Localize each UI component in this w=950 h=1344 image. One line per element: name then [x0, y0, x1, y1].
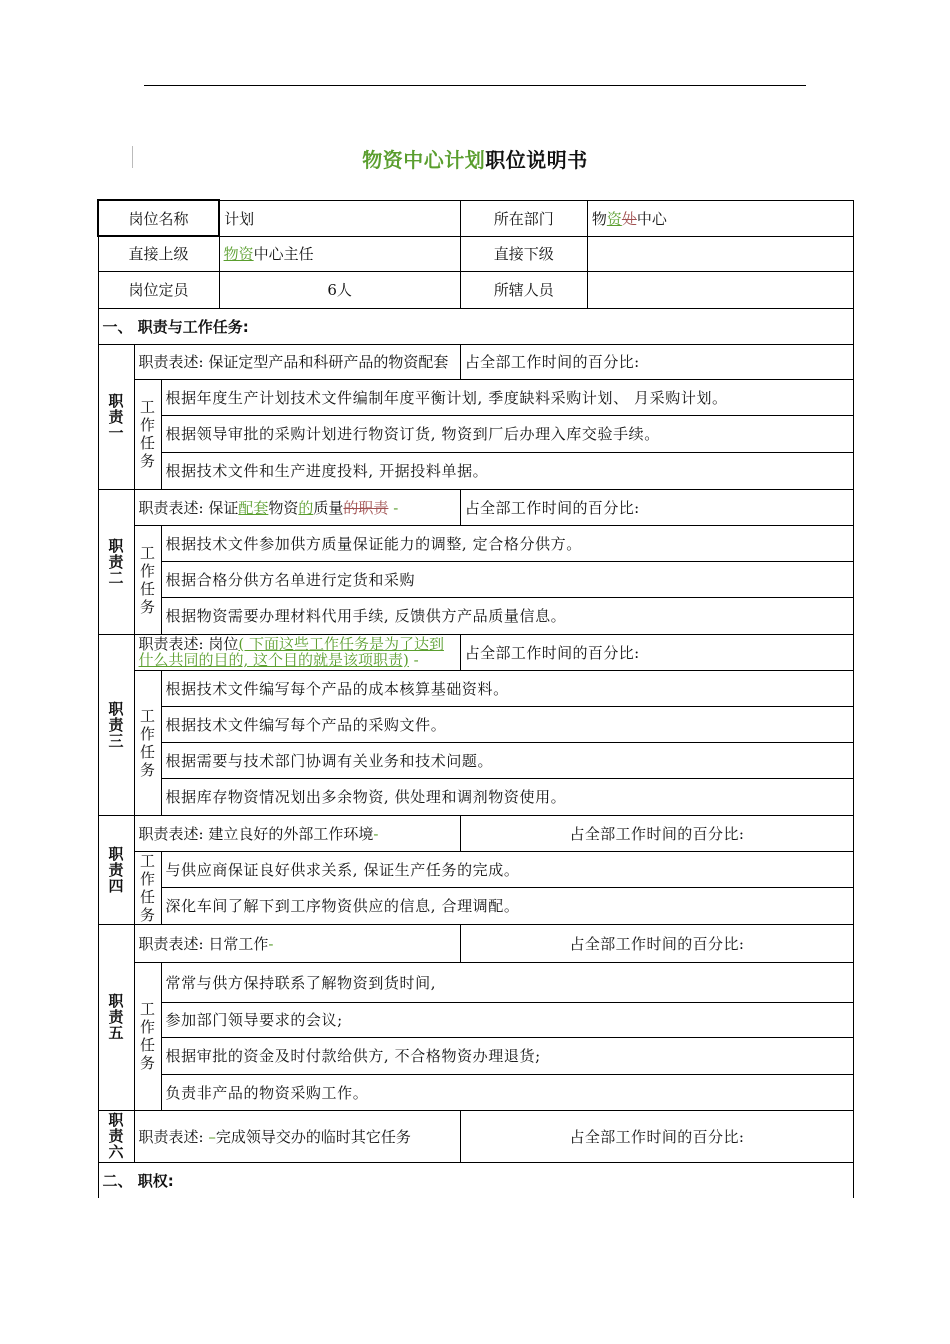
duty-3-percent-label: 占全部工作时间的百分比:: [460, 634, 853, 670]
duty-5-task-label: 工 作 任 务: [134, 962, 161, 1110]
dept-value: 物资处中心: [587, 200, 853, 236]
header-rule: [144, 85, 806, 86]
duty-1-task-row: [98, 415, 854, 452]
duty-5-task-4: 负责非产品的物资采购工作。: [161, 1074, 853, 1110]
duty-4-task-label: 工 作 任 务: [134, 851, 161, 924]
subordinate-value: [587, 236, 853, 271]
duty-1-task-2: 根据领导审批的采购计划进行物资订货, 物资到厂后办理入库交验手续。: [161, 415, 853, 452]
duty-3-task-4: 根据库存物资情况划出多余物资, 供处理和调剂物资使用。: [161, 778, 853, 815]
duty-3-task-row: [98, 778, 854, 815]
section-2-heading: 二、 职权:: [98, 1162, 854, 1198]
duty-5-task-row: [98, 1002, 854, 1037]
title-main-part: 职位说明书: [485, 148, 588, 172]
section-1-row: [98, 308, 854, 344]
duty-4-task-row: [98, 851, 854, 887]
managed-value: [587, 271, 853, 308]
duty-1-statement: 职责表述: 保证定型产品和科研产品的物资配套: [134, 344, 460, 379]
section-2-row: [98, 1162, 854, 1198]
job-description-table: [97, 199, 854, 1198]
duty-1-percent-label: 占全部工作时间的百分比:: [460, 344, 853, 379]
duty-5-statement-row: [98, 924, 854, 962]
duty-1-statement-row: [98, 344, 854, 379]
duty-6-percent-label: 占全部工作时间的百分比:: [460, 1110, 853, 1162]
title-revised-part: 物资中心计划: [362, 148, 486, 172]
duty-3-label: 职 责 三: [98, 634, 134, 815]
post-name-label: 岗位名称: [98, 200, 219, 236]
basic-row-2: [98, 236, 854, 271]
post-name-value: 计划: [219, 200, 460, 236]
dept-label: 所在部门: [460, 200, 587, 236]
duty-2-statement-row: [98, 489, 854, 525]
duty-2-task-3: 根据物资需要办理材料代用手续, 反馈供方产品质量信息。: [161, 597, 853, 634]
subordinate-label: 直接下级: [460, 236, 587, 271]
managed-label: 所辖人员: [460, 271, 587, 308]
duty-5-task-3: 根据审批的资金及时付款给供方, 不合格物资办理退货;: [161, 1037, 853, 1074]
duty-2-statement: 职责表述: 保证配套物资的质量的职责 -: [134, 489, 460, 525]
duty-1-task-row: [98, 379, 854, 415]
duty-4-label: 职 责 四: [98, 815, 134, 924]
duty-3-task-row: [98, 706, 854, 742]
duty-4-task-row: [98, 887, 854, 924]
duty-3-statement-row: [98, 634, 854, 670]
duty-2-task-label: 工 作 任 务: [134, 525, 161, 634]
duty-1-task-label: 工 作 任 务: [134, 379, 161, 489]
duty-1-task-row: [98, 452, 854, 489]
duty-2-task-row: [98, 525, 854, 561]
duty-2-task-row: [98, 561, 854, 597]
duty-5-task-row: [98, 1037, 854, 1074]
duty-2-task-2: 根据合格分供方名单进行定货和采购: [161, 561, 853, 597]
duty-3-task-1: 根据技术文件编写每个产品的成本核算基础资料。: [161, 670, 853, 706]
duty-3-task-3: 根据需要与技术部门协调有关业务和技术问题。: [161, 742, 853, 778]
duty-5-task-row: [98, 1074, 854, 1110]
duty-2-task-row: [98, 597, 854, 634]
duty-4-task-1: 与供应商保证良好供求关系, 保证生产任务的完成。: [161, 851, 853, 887]
duty-5-task-1: 常常与供方保持联系了解物资到货时间,: [161, 962, 853, 1002]
duty-6-statement-row: [98, 1110, 854, 1162]
duty-1-task-3: 根据技术文件和生产进度投料, 开据投料单据。: [161, 452, 853, 489]
duty-3-statement: 职责表述: 岗位( 下面这些工作任务是为了达到什么共同的目的, 这个目的就是该项职责) -: [134, 634, 460, 670]
duty-5-percent-label: 占全部工作时间的百分比:: [460, 924, 853, 962]
duty-3-task-row: [98, 670, 854, 706]
duty-5-statement: 职责表述: 日常工作-: [134, 924, 460, 962]
duty-4-statement-row: [98, 815, 854, 851]
duty-2-percent-label: 占全部工作时间的百分比:: [460, 489, 853, 525]
duty-2-label: 职 责 二: [98, 489, 134, 634]
headcount-label: 岗位定员: [98, 271, 219, 308]
duty-1-label: 职 责 一: [98, 344, 134, 489]
duty-3-task-row: [98, 742, 854, 778]
section-1-heading: 一、 职责与工作任务:: [98, 308, 854, 344]
duty-3-task-label: 工 作 任 务: [134, 670, 161, 815]
duty-5-label: 职 责 五: [98, 924, 134, 1110]
duty-6-statement: 职责表述: –完成领导交办的临时其它任务: [134, 1110, 460, 1162]
basic-row-3: [98, 271, 854, 308]
superior-value: 物资中心主任: [219, 236, 460, 271]
duty-2-task-1: 根据技术文件参加供方质量保证能力的调整, 定合格分供方。: [161, 525, 853, 561]
duty-5-task-2: 参加部门领导要求的会议;: [161, 1002, 853, 1037]
duty-4-statement: 职责表述: 建立良好的外部工作环境-: [134, 815, 460, 851]
duty-4-percent-label: 占全部工作时间的百分比:: [460, 815, 853, 851]
duty-4-task-2: 深化车间了解下到工序物资供应的信息, 合理调配。: [161, 887, 853, 924]
basic-row-1: [98, 200, 854, 236]
duty-5-task-row: [98, 962, 854, 1002]
headcount-value: 6人: [219, 271, 460, 308]
superior-label: 直接上级: [98, 236, 219, 271]
duty-1-task-1: 根据年度生产计划技术文件编制年度平衡计划, 季度缺料采购计划、 月采购计划。: [161, 379, 853, 415]
duty-3-task-2: 根据技术文件编写每个产品的采购文件。: [161, 706, 853, 742]
duty-6-label: 职 责 六: [98, 1110, 134, 1162]
document-title: [0, 144, 950, 173]
